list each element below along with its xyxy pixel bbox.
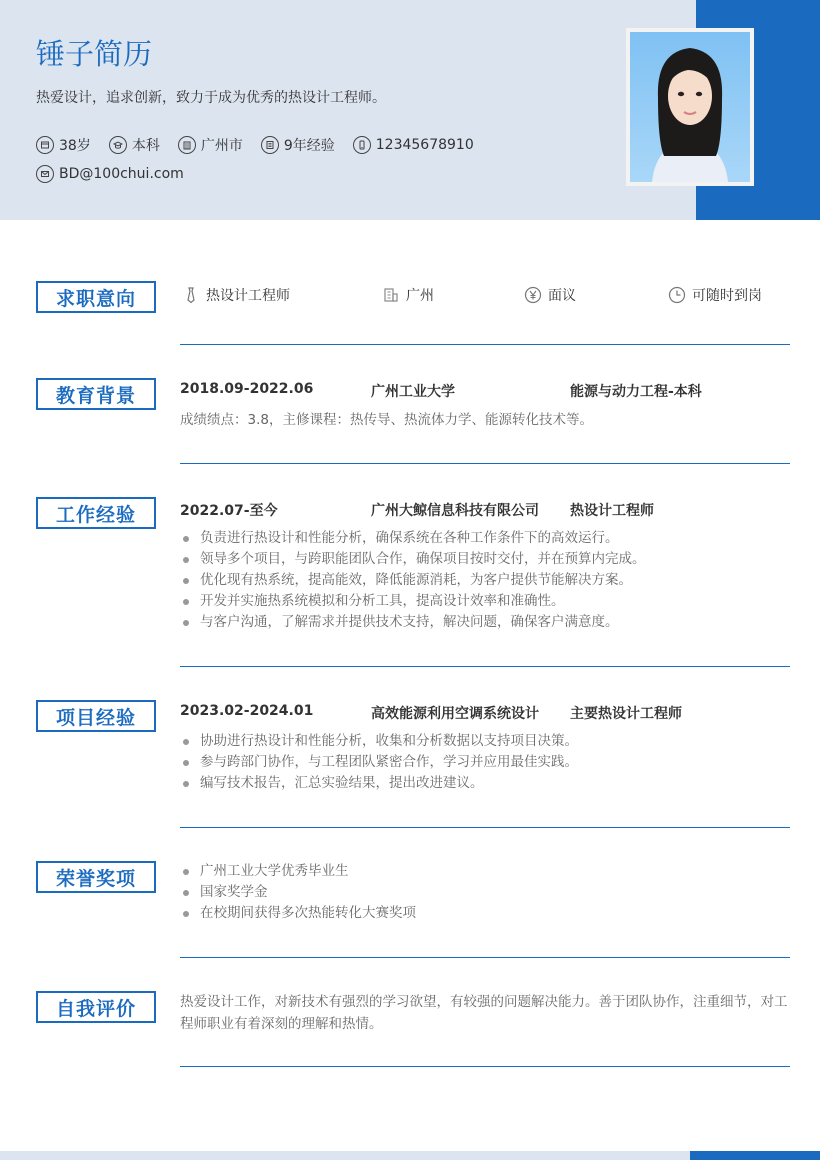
section-title-self: 自我评价	[36, 991, 156, 1023]
project-role: 主要热设计工程师	[570, 706, 682, 722]
building-icon	[382, 286, 400, 304]
intent-salary-text: 面议	[548, 288, 576, 304]
phone-text: 12345678910	[375, 137, 474, 153]
work-duties-list	[180, 528, 790, 633]
project-duties-list	[180, 731, 790, 794]
work-company: 广州大鲸信息科技有限公司	[371, 503, 539, 519]
info-age	[36, 135, 91, 155]
intent-availability	[668, 285, 762, 305]
section-divider	[180, 463, 790, 464]
degree-icon	[109, 136, 127, 154]
info-phone	[353, 136, 474, 154]
education-school: 广州工业大学	[371, 384, 455, 400]
contact-info-row	[36, 165, 202, 183]
list-item: 与客户沟通，了解需求并提供技术支持，解决问题，确保客户满意度。	[180, 612, 790, 633]
info-email	[36, 165, 184, 183]
education-description: 成绩绩点：3.8，主修课程：热传导、热流体力学、能源转化技术等。	[180, 412, 593, 428]
info-city	[178, 135, 243, 155]
section-divider	[180, 827, 790, 828]
self-evaluation-text: 热爱设计工作，对新技术有强烈的学习欲望，有较强的问题解决能力。善于团队协作，注重细节，对工程师职业有着深刻的理解和热情。	[180, 994, 788, 1032]
intent-city	[382, 285, 434, 305]
experience-text: 9年经验	[283, 138, 335, 154]
intent-salary	[524, 285, 576, 305]
age-icon	[36, 136, 54, 154]
section-divider	[180, 1066, 790, 1067]
email-text: BD@100chui.com	[59, 166, 184, 182]
intent-position	[182, 285, 290, 305]
intent-position-text: 热设计工程师	[206, 288, 290, 304]
list-item: 在校期间获得多次热能转化大赛奖项	[180, 903, 790, 924]
info-degree	[109, 135, 160, 155]
section-title-work: 工作经验	[36, 497, 156, 529]
list-item: 负责进行热设计和性能分析，确保系统在各种工作条件下的高效运行。	[180, 528, 790, 549]
list-item: 国家奖学金	[180, 882, 790, 903]
section-title-honors: 荣誉奖项	[36, 861, 156, 893]
city-icon	[178, 136, 196, 154]
experience-icon	[261, 136, 279, 154]
list-item: 优化现有热系统，提高能效，降低能源消耗，为客户提供节能解决方案。	[180, 570, 790, 591]
clock-icon	[668, 286, 686, 304]
section-title-intent: 求职意向	[36, 281, 156, 313]
honors-list	[180, 861, 790, 924]
education-period: 2018.09-2022.06	[180, 381, 314, 397]
resume-slogan: 热爱设计，追求创新，致力于成为优秀的热设计工程师。	[36, 90, 386, 106]
section-divider	[180, 957, 790, 958]
resume-name: 锤子简历	[36, 37, 153, 71]
list-item: 编写技术报告，汇总实验结果，提出改进建议。	[180, 773, 790, 794]
section-divider	[180, 344, 790, 345]
work-role: 热设计工程师	[570, 503, 654, 519]
list-item: 领导多个项目，与跨职能团队合作，确保项目按时交付，并在预算内完成。	[180, 549, 790, 570]
section-divider	[180, 666, 790, 667]
intent-city-text: 广州	[406, 288, 434, 304]
info-experience	[261, 135, 335, 155]
degree-text: 本科	[131, 138, 160, 154]
phone-icon	[353, 136, 371, 154]
project-period: 2023.02-2024.01	[180, 703, 314, 719]
list-item: 协助进行热设计和性能分析，收集和分析数据以支持项目决策。	[180, 731, 790, 752]
basic-info-row	[36, 135, 492, 155]
project-name: 高效能源利用空调系统设计	[371, 706, 539, 722]
list-item: 参与跨部门协作，与工程团队紧密合作，学习并应用最佳实践。	[180, 752, 790, 773]
yen-icon	[524, 286, 542, 304]
work-period: 2022.07-至今	[180, 503, 278, 519]
footer-accent-bar	[690, 1151, 820, 1160]
tie-icon	[182, 286, 200, 304]
intent-availability-text: 可随时到岗	[692, 288, 762, 304]
city-text: 广州市	[200, 138, 243, 154]
list-item: 广州工业大学优秀毕业生	[180, 861, 790, 882]
section-title-education: 教育背景	[36, 378, 156, 410]
email-icon	[36, 165, 54, 183]
section-title-project: 项目经验	[36, 700, 156, 732]
education-major: 能源与动力工程-本科	[570, 384, 702, 400]
list-item: 开发并实施热系统模拟和分析工具，提高设计效率和准确性。	[180, 591, 790, 612]
age-text: 38岁	[59, 138, 91, 154]
profile-photo	[626, 28, 754, 186]
